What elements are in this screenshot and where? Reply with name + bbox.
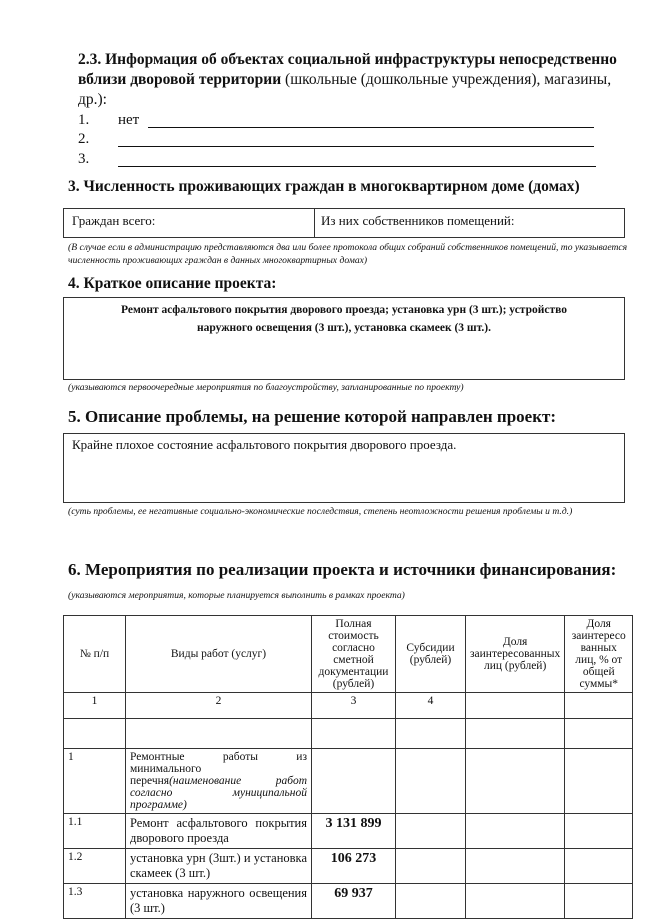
table-row [64, 719, 633, 749]
table-header-row [64, 616, 633, 693]
section-3-title: 3. Численность проживающих граждан в многоквартирном доме (домах) [68, 178, 580, 195]
table-cell: 1.3 [64, 884, 126, 919]
project-description-box [63, 297, 625, 380]
section-6-title: 6. Мероприятия по реализации проекта и источники финансирования: [68, 560, 617, 579]
problem-description-box [63, 433, 625, 503]
list-item-text: нет [118, 112, 140, 128]
section-2-3-title-bold: 2.3. Информация об объектах социальной инфраструктуры непосредственно вблизи дворовой территории [78, 51, 617, 88]
section-2-3-title-rest: (школьные (дошкольные учреждения), магазины, др.): [78, 71, 612, 108]
section-4-note: (указываются первоочередные мероприятия по благоустройству, запланированные по проекту) [68, 382, 464, 393]
fill-line [148, 127, 594, 128]
cell-owners-label: Из них собственников помещений: [321, 213, 515, 228]
table-cell [565, 749, 633, 814]
header-share-percent: Доля заинтересо ванных лиц, % от общей суммы* [565, 616, 633, 693]
table-cell [565, 719, 633, 749]
min-list-text: Ремонтные работы из минимального перечня [130, 751, 307, 787]
table-cell [396, 849, 466, 884]
table-cell [64, 719, 126, 749]
section-4-title: 4. Краткое описание проекта: [68, 275, 277, 292]
table-row [64, 749, 633, 814]
problem-description-text: Крайне плохое состояние асфальтового покрытия дворового проезда. [72, 437, 457, 452]
fill-line [118, 166, 596, 167]
list-item-number: 2. [78, 131, 90, 147]
table-cell: 2 [126, 693, 312, 719]
table-cell [466, 693, 565, 719]
table-row [64, 884, 633, 919]
table-cell: установка урн (3шт.) и установка скамеек (3 шт.) [126, 849, 312, 884]
table-cell [396, 719, 466, 749]
list-item-number: 1. [78, 112, 90, 128]
table-cell [396, 884, 466, 919]
table-cell [312, 749, 396, 814]
table-cell: 4 [396, 693, 466, 719]
table-cell [466, 849, 565, 884]
table-row [64, 849, 633, 884]
header-work-type: Виды работ (услуг) [126, 616, 312, 693]
table-cell [396, 814, 466, 849]
section-3-note: (В случае если в администрацию представляются два или более протокола общих собраний собственников помещений, то указывается численность проживающих граждан в данных многоквартирных домах) [68, 242, 628, 266]
list-item-number: 3. [78, 151, 90, 167]
table-cell [565, 693, 633, 719]
section-2-3-title [78, 50, 623, 110]
cell-total-residents [64, 209, 315, 237]
table-cell: 3 131 899 [312, 814, 396, 849]
table-cell: 69 937 [312, 884, 396, 919]
residents-table [63, 208, 625, 238]
financing-table [63, 615, 633, 919]
cell-owners [315, 209, 624, 237]
cell-total-label: Граждан всего: [72, 213, 156, 228]
table-cell: 1 [64, 693, 126, 719]
header-share-rubles: Доля заинтересованных лиц (рублей) [466, 616, 565, 693]
table-cell: 1.2 [64, 849, 126, 884]
table-cell [466, 719, 565, 749]
table-cell: Ремонт асфальтового покрытия дворового проезда [126, 814, 312, 849]
table-cell [126, 749, 312, 814]
section-5-title: 5. Описание проблемы, на решение которой направлен проект: [68, 407, 557, 426]
project-description-text: Ремонт асфальтового покрытия дворового проезда; установка урн (3 шт.); устройство наружного освещения (3 шт.), установка скамеек (3 шт.). [121, 304, 567, 334]
table-cell [565, 814, 633, 849]
table-cell [466, 749, 565, 814]
table-row [64, 693, 633, 719]
min-list-italic: (наименование работ согласно муниципальной программе) [130, 775, 307, 811]
section-5-note: (суть проблемы, ее негативные социально-экономические последствия, степень неотложности решения проблемы и т.д.) [68, 506, 573, 517]
table-cell [466, 884, 565, 919]
table-cell [312, 719, 396, 749]
header-full-cost: Полная стоимость согласно сметной документации (рублей) [312, 616, 396, 693]
table-cell [565, 849, 633, 884]
table-cell [396, 749, 466, 814]
header-number: № п/п [64, 616, 126, 693]
table-row [64, 814, 633, 849]
section-6-note: (указываются мероприятия, которые планируется выполнить в рамках проекта) [68, 590, 405, 601]
table-cell [126, 719, 312, 749]
fill-line [118, 146, 594, 147]
table-cell: установка наружного освещения (3 шт.) [126, 884, 312, 919]
table-cell: 1 [64, 749, 126, 814]
table-cell [565, 884, 633, 919]
table-cell: 3 [312, 693, 396, 719]
table-cell [466, 814, 565, 849]
table-cell: 106 273 [312, 849, 396, 884]
header-subsidy: Субсидии (рублей) [396, 616, 466, 693]
table-cell: 1.1 [64, 814, 126, 849]
